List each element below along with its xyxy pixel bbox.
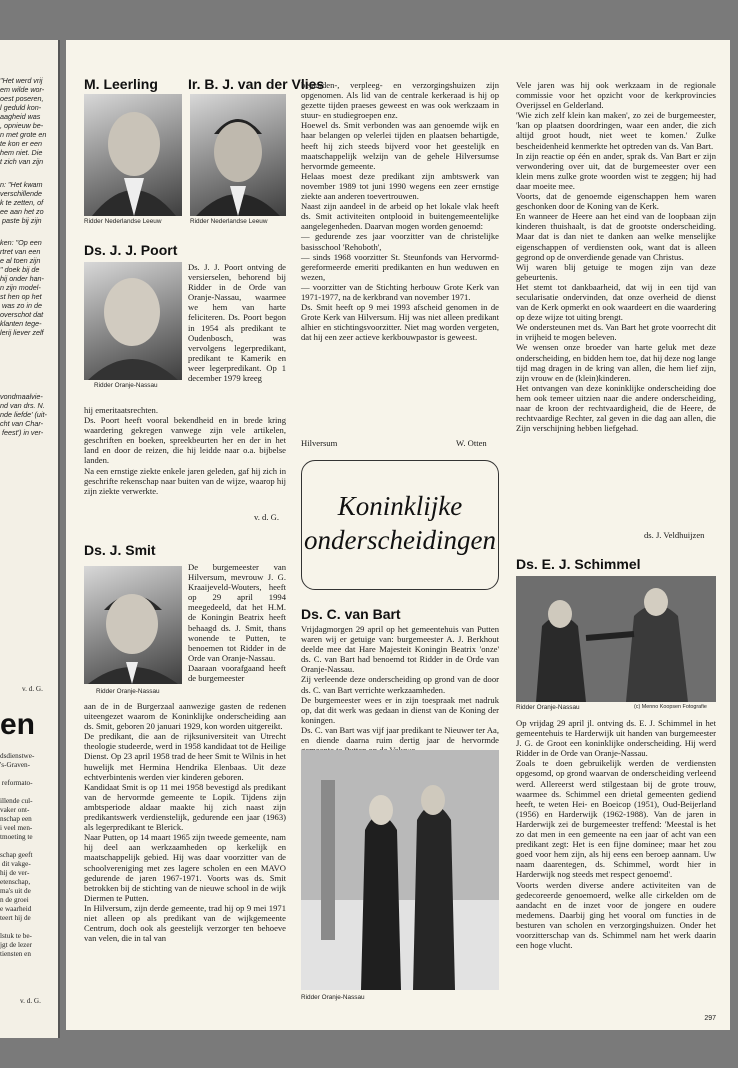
otten-signature: W. Otten bbox=[456, 438, 487, 448]
leerling-caption: Ridder Nederlandse Leeuw bbox=[84, 218, 162, 225]
left-sign-1: v. d. G. bbox=[22, 685, 43, 693]
vanbart-caption: Ridder Oranje-Nassau bbox=[301, 994, 365, 1001]
poort-signature: v. d. G. bbox=[254, 512, 279, 522]
vanbart-text: Vrijdagmorgen 29 april op het gemeentehuis van Putten waren wij er getuige van: burgemeester A. J. Berkhout deelde mee dat Hare Majesteit Koningin Beatrix 'onze' ds. C. van Bart had benoemd tot Ridder in de Orde van Oranje-Nassau. Zij verleende deze onderscheiding op grond van de door ds. C. van Bart verrichte werkzaamheden. De burgemeester wees er in zijn toespraak met nadruk op, dat dit werk was gedaan in dienst van de Koning der koningen. Ds. C. van Bart was vijf jaar predikant te Nieuwer ter Aa, en diende daarna ruim dertig jaar de hervormde bbox=[301, 624, 499, 746]
poort-heading: Ds. J. J. Poort bbox=[84, 242, 178, 258]
left-body: dsdienstwe- 's-Graven- reformato- illende cul- vaker ont- nschap een i veel men- tmoeting te schap geeft dit vakge- hij de ver- etenschap, ma's uit de n de groei e waarheid teert hij de lstuk te be- jgt de lezer tiensten en bbox=[0, 752, 35, 958]
smit-portrait bbox=[84, 566, 182, 684]
otten-place: Hilversum bbox=[301, 438, 338, 448]
vanbart-ceremony-photo bbox=[301, 750, 499, 990]
poort-text-right: Ds. J. J. Poort ontving de versierselen, behorend bij Ridder in de Orde van Oranje-Nassau, waarmee we hem van harte feliciteren. Ds. Poort begon in 1954 als predikant te Oudenbosch, was vervolgens legerpredikant, predikant te Kamerik en weer legerpredikant. Op 1 december 1979 kreeg bbox=[188, 262, 286, 384]
smit-text-right: De burgemeester van Hilversum, mevrouw J. G. Kraaijeveld-Wouters, heeft op 29 april 1994 meegedeeld, dat het H.M. de Koningin Beatrix heeft behaagd ds. J. Smit, thans wonende te Putten, te benoemen tot Ridder in de Orde van Oranje-Nassau. Daaraan voorafgaand heeft de burgemeester bbox=[188, 562, 286, 684]
leerling-heading: M. Leerling bbox=[84, 76, 158, 92]
left-quote-4: vondmaalvie- nd van drs. N. nde liefde' (uit- cht van Char- feest') in ver- bbox=[0, 392, 47, 437]
magazine-page bbox=[66, 40, 730, 1030]
poort-portrait bbox=[84, 262, 182, 380]
section-title-line-1: Koninklijke bbox=[337, 491, 463, 521]
vanbart-text-continued: Vele jaren was hij ook werkzaam in de regionale commissie voor het opzicht voor de kerkprovincies Overijssel en Gelderland. 'Wie zich zelf klein kan maken', zo zei de burgemeester, 'kan op plaatsen doordringen, waar een ander, die zich altijd groot houdt, niet weet te komen.' Zulke bescheidenheid kenmerkte het optreden van ds. Van Bart. In zijn reactie op één en ander, sprak ds. Van Bart er zijn verwondering over uit, dat de burgemeester over een klein mens zulke grote woorden wist te zeggen; hij had daar moeite mee. Voorts, dat de genoemde eigenschappen hem waren geschonken door de Koning van de Kerk. En wanneer de Heere aan het eind van de loopbaan zijn kinderen thuishaalt, is dat de grootste onderscheiding. Maar dat is dan niet te danken aan welke menselijke eigenschappen of verdiensten ook, want dat is alleen gegrond op de onverdiende genade van Christus. Wij waren blij getuige te mogen zijn van deze gebeurtenis. Het stemt tot dankbaarheid, dat wij in een tijd van secularisatie ondervinden, dat onze overheid de dienst van de Kerk opmerkt en ook waardeert en die waardering op deze wijze tot uiting brengt. We ondersteunen met ds. Van Bart het grote voorrecht dit in vrijheid te mogen beleven. We wensen onze broeder van harte geluk met deze onderscheiding, en bidden hem toe, dat hij deze nog lange tijd mag dragen in de kring van allen, die hem lief zijn, zijn vrouw en de (klein)kinderen. Het ontvangen van deze koninklijke onderscheiding doe hem ook temeer uitzien naar die andere onderscheiding, naar de kroon der rechtvaardigheid, die de Heere, de rechtvaardige Rechter, zal geven in die dag aan allen, die Zijn verschijning hebben liefgehad. bbox=[516, 80, 716, 434]
smit-heading: Ds. J. Smit bbox=[84, 542, 156, 558]
schimmel-photo-credit: (c) Menno Koopsen Fotografie bbox=[634, 704, 707, 710]
schimmel-heading: Ds. E. J. Schimmel bbox=[516, 556, 641, 572]
smit-text-continued: bejaarden-, verpleeg- en verzorgingshuizen zijn opgenomen. Als lid van de centrale kerkeraad is hij op gezette tijden praeses geweest en was ook werkzaam in stuur- en studiegroepen enz. Hoewel ds. Smit verbonden was aan genoemde wijk en haar belangen op velerlei tijden en plaatsen behartigde, heeft hij zich steeds bijverd voor het geestelijk en maatschappelijk welzijn van de gehele Hilversumse hervormde gemeente. Helaas moest deze predikant zijn ambtswerk van november 1989 tot juni 1990 wegens een zeer ernstige ziekte aan anderen toevertrouwen. Naast zijn aandeel in de arbeid op het lokale vlak heeft ds. Smit activiteiten ontplooid in buitengemeentelijke aangelegenheden. Daarvan mogen worden genoemd: — gedurende zes jaar voorzitter van de christelijke basisschool 'Rehoboth', — sinds 1968 voorzitter St. Steunfonds van Hervormd-gereformeerde emeriti predikanten en hun weduwen en wezen, — voorzitter van de Stichting herbouw Grote Kerk van 1971-1977, na de kerkbrand van november 1971. Ds. Smit heeft op 9 mei 1993 afscheid genomen in de Grote Kerk van Hilversum. Hij was niet alleen predikant alhier en stichtingsvoorzitter. Niet mag worden vergeten, dat hij een zeer actieve kerkbouwpastor is geweest. bbox=[301, 80, 499, 343]
veldhuijzen-signature: ds. J. Veldhuijzen bbox=[644, 530, 705, 540]
left-quote-2: n: "Het kwam verschillende k te zetten, of ee aan het zo paste bij zijn bbox=[0, 180, 44, 225]
smit-caption: Ridder Oranje-Nassau bbox=[96, 688, 160, 695]
poort-text: hij emeritaatsrechten. Ds. Poort heeft vooral bekendheid en in brede kring waardering gekregen vanwege zijn vele artikelen, geschriften en boeken, spreekbeurten her en der in het land en door de reizen, die hij leidde naar o.a. bijbelse landen. Na een ernstige ziekte enkele jaren geleden, gaf hij zich in geschrifte rekenschap naar buiten van de wijze, waarop hij zijn ziekte verwerkte. bbox=[84, 405, 286, 496]
left-quote-1: "Het werd vrij em wilde wor- oest poseren, l geduld kon- aagheid was , opnieuw be- n met grote en te kon er een hem niet. Die t zich van zijn bbox=[0, 76, 47, 166]
leerling-portrait bbox=[84, 94, 182, 216]
vandervlies-heading: Ir. B. J. van der Vlies bbox=[188, 76, 325, 92]
smit-text: aan de in de Burgerzaal aanwezige gasten de redenen uiteengezet waarom de Koninklijke onderscheiding aan ds. Smit, geboren 20 januari 1929, kon worden uitgereikt. De predikant, die aan de rijksuniversiteit van Utrecht theologie studeerde, werd in 1958 kandidaat tot de Heilige Dienst. Op 23 april 1958 trad de heer Smit te Wilnis in het huwelijk met Hermina Hendrika Elenbaas. Uit deze echtverbintenis werden vier kinderen geboren. Kandidaat Smit is op 11 mei 1958 bevestigd als predikant van de hervormde gemeente te Lopik. Tijdens zijn ambtsperiode aldaar maakte hij zich naast zijn predikantswerk verdienstelijk, gedurende een jaar (1963) als legerpredikant te Blerick. Naar Putten, op 14 maart 1965 zijn tweede gemeente, nam hij deel aan werkzaamheden op kerkelijk en maatschappelijk gebied. Hij was daar voorzitter van de schoolvereniging met zes lagere scholen en een MAVO gedurende de jaren 1967-1971. Voorts was ds. Smit betrokken bij de stichting van de nieuwe school in de wijk Diermen te Putten. In Hilversum, zijn derde gemeente, trad hij op 9 mei 1971 niet alleen op als predikant van de wijkgemeente Centrum, doch ook als geestelijk verzorger ten behoeve van velen, die in tal van bbox=[84, 701, 286, 944]
left-page-fragment bbox=[0, 40, 60, 1038]
left-heading-fragment: en bbox=[0, 708, 36, 741]
schimmel-caption: Ridder Oranje-Nassau bbox=[516, 704, 580, 711]
vandervlies-portrait bbox=[190, 94, 286, 216]
schimmel-ceremony-photo bbox=[516, 576, 716, 702]
left-quote-3: ken: "Op een rtret van een e al toen zijn " doek bij de hij onder han- n zijn model- st hen op het was zo in de overschot dat klanten tege- lerij liever zelf bbox=[0, 238, 44, 337]
schimmel-text: Op vrijdag 29 april jl. ontving ds. E. J. Schimmel in het gemeentehuis te Harderwijk uit handen van burgemeester J. G. de Groot een koninklijke onderscheiding. Hij werd Ridder in de Orde van Oranje-Nassau. Zoals te doen gebruikelijk werden de verdiensten opgesomd, op grond waarvan de onderscheiding verleend werd. Allereerst werd stilgestaan bij de grote trouw, waarmee ds. Schimmel een drietal gemeenten gediend heeft, te weten Hei- en Boeicop (1951), Oud-Beijerland (1956) en Harderwijk (1962-1988). Van de jaren in Harderwijk zei de burgemeester treffend: 'Meestal is het zo dat men in een gemeente na een jaar of acht van een predikant zegt: Het is een fijne dominee; maar het zou goed voor hem zijn, als hij eens een beroep aannam. Uw naam daarentegen, ds. Schimmel, wordt hier in Harderwijk nog steeds met respect genoemd'. Voorts werden diverse andere activiteiten van de gedecoreerde genoemoerd, welke alle cirkelden om de aandacht en de inzet voor de jongere en oudere medemens. Daarbij ging het vooral om functies in de besturen van scholen en verzorgingshuizen. Onder het voorzitterschap van ds. Schimmel nam het werk daarin een hoge vlucht. bbox=[516, 718, 716, 951]
left-sign-2: v. d. G. bbox=[20, 997, 41, 1005]
vandervlies-caption: Ridder Nederlandse Leeuw bbox=[190, 218, 268, 225]
vanbart-heading: Ds. C. van Bart bbox=[301, 606, 401, 622]
section-title-box bbox=[301, 460, 499, 590]
section-title-line-2: onderscheidingen bbox=[304, 525, 496, 555]
page-number: 297 bbox=[704, 1015, 716, 1022]
poort-caption: Ridder Oranje-Nassau bbox=[94, 382, 158, 389]
